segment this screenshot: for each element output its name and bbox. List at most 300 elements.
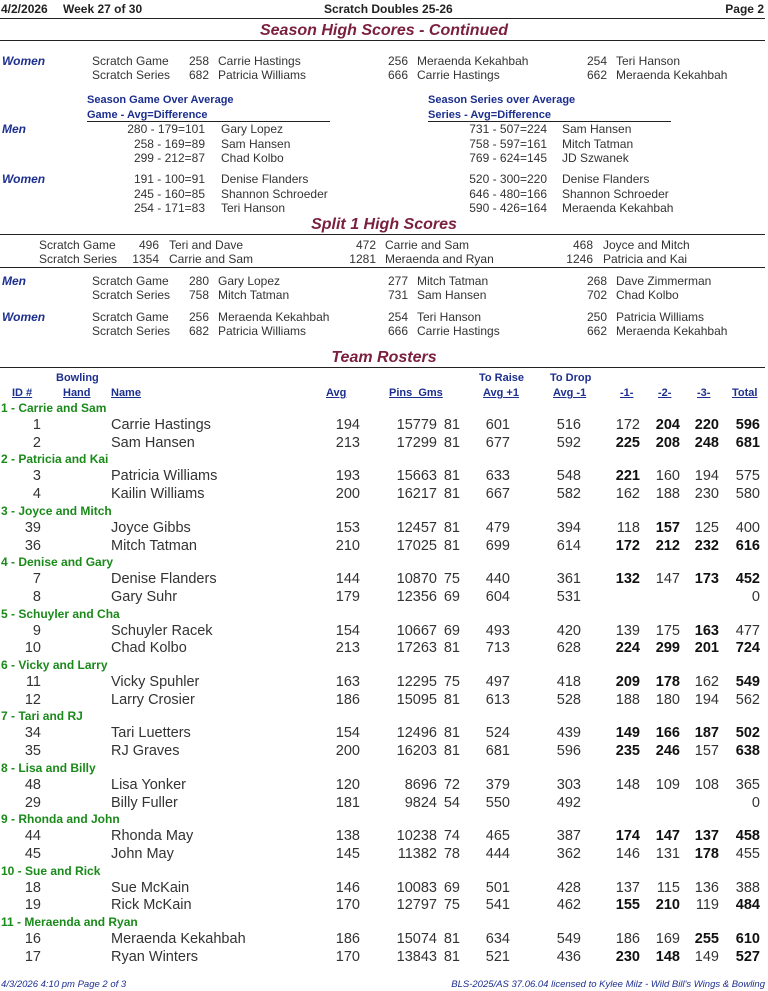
roster-gms: 72	[443, 776, 460, 793]
roster-g2: 147	[655, 571, 680, 588]
roster-gms: 81	[443, 725, 460, 742]
roster-row	[0, 486, 768, 504]
roster-total: 616	[735, 537, 760, 554]
team-header: 6 - Vicky and Larry	[1, 658, 108, 672]
roster-pins: 10238	[396, 828, 437, 845]
roster-avg: 170	[335, 948, 360, 965]
roster-avg: 179	[335, 588, 360, 605]
roster-raise: 479	[485, 519, 510, 536]
roster-name: Billy Fuller	[111, 794, 178, 811]
roster-avg: 200	[335, 486, 360, 503]
roster-pins: 13843	[396, 948, 437, 965]
split-men-series-label: Scratch Series	[92, 288, 171, 302]
roster-row	[0, 949, 768, 967]
roster-pins: 15095	[396, 691, 437, 708]
team-header: 2 - Patricia and Kai	[1, 452, 109, 467]
col-game-1: -1-	[620, 387, 634, 399]
roster-g1: 188	[615, 691, 640, 708]
roster-name: Schuyler Racek	[111, 622, 213, 639]
league-name: Scratch Doubles 25-26	[324, 2, 453, 16]
roster-total: 0	[751, 794, 760, 811]
roster-row	[0, 538, 768, 556]
split-women-series-score: 682	[188, 324, 209, 338]
season-women-game-name: Teri Hanson	[616, 54, 681, 68]
roster-raise: 444	[485, 845, 510, 862]
roster-pins: 10870	[396, 571, 437, 588]
roster-g3: 194	[694, 691, 719, 708]
split-women-series-name: Carrie Hastings	[417, 324, 500, 338]
col-drop-bottom: Avg -1	[553, 387, 587, 399]
split-women-game-score: 254	[387, 310, 408, 324]
game-over-avg-men-name: Gary Lopez	[221, 122, 284, 136]
roster-name: Larry Crosier	[111, 691, 195, 708]
split-women-game-name: Meraenda Kekahbah	[218, 310, 330, 324]
roster-gms: 78	[443, 845, 460, 862]
split-men-game-name: Mitch Tatman	[417, 274, 489, 288]
roster-g3: 194	[694, 468, 719, 485]
roster-g1: 148	[615, 776, 640, 793]
game-over-avg-men-calc: 280 - 179=101	[127, 122, 205, 136]
roster-name: Patricia Williams	[111, 468, 218, 485]
roster-raise: 550	[485, 794, 510, 811]
series-over-avg-women-name: Meraenda Kekahbah	[562, 201, 674, 215]
footer-license: BLS-2025/AS 37.06.04 licensed to Kylee Milz - Wild Bill's Wings & Bowling	[451, 979, 765, 990]
roster-avg: 120	[335, 776, 360, 793]
roster-id: 11	[25, 674, 41, 690]
roster-total: 596	[735, 417, 760, 433]
roster-id: 19	[24, 897, 41, 914]
season-high-rule	[0, 40, 765, 41]
roster-gms: 69	[443, 588, 460, 605]
season-women-series-score: 682	[188, 68, 209, 82]
roster-id: 17	[24, 948, 41, 965]
roster-gms: 75	[443, 674, 460, 690]
roster-row	[0, 743, 768, 761]
roster-avg: 154	[335, 622, 360, 639]
split-women-series-name: Patricia Williams	[218, 324, 307, 338]
roster-avg: 200	[335, 743, 360, 760]
game-over-avg-women-name: Shannon Schroeder	[221, 186, 328, 201]
roster-gms: 81	[443, 434, 460, 451]
split-team-series-name: Meraenda and Ryan	[385, 252, 494, 266]
roster-row	[0, 520, 768, 538]
roster-gms: 81	[443, 537, 460, 554]
roster-g1: 118	[616, 519, 640, 536]
roster-pins: 16203	[396, 743, 437, 760]
roster-total: 638	[735, 743, 760, 760]
roster-g1: 139	[615, 622, 640, 639]
roster-drop: 462	[556, 897, 581, 914]
roster-id: 44	[24, 828, 41, 845]
split-team-series-score: 1354	[132, 252, 159, 266]
over-avg-men-label: Men	[2, 122, 26, 136]
split-team-game-score: 468	[572, 238, 593, 252]
roster-avg: 210	[335, 537, 360, 554]
roster-g2: 246	[655, 743, 680, 760]
roster-raise: 497	[485, 674, 510, 690]
roster-drop: 436	[556, 948, 581, 965]
split-high-rule	[0, 234, 765, 235]
roster-g1: 137	[615, 879, 640, 896]
split-team-series-label: Scratch Series	[39, 252, 118, 266]
split-men-game-score: 268	[586, 274, 607, 288]
roster-name: John May	[111, 845, 174, 862]
split-team-series-score: 1246	[566, 252, 593, 266]
roster-g3: 136	[694, 879, 719, 896]
roster-g3: 255	[694, 931, 719, 947]
roster-g2: 204	[655, 417, 680, 433]
roster-raise: 493	[485, 622, 510, 639]
roster-raise: 681	[485, 743, 510, 760]
roster-g1: 149	[615, 725, 640, 742]
col-drop-top: To Drop	[550, 372, 592, 384]
game-over-avg-men-name: Sam Hansen	[221, 136, 291, 151]
roster-row	[0, 435, 768, 453]
season-women-game-score: 258	[188, 54, 209, 68]
roster-pins: 9824	[404, 794, 437, 811]
col-hand-bottom: Hand	[63, 387, 91, 399]
roster-name: Sam Hansen	[111, 434, 195, 451]
roster-g2: 299	[655, 640, 680, 657]
roster-total: 562	[735, 691, 760, 708]
series-over-avg-men-name: Mitch Tatman	[562, 136, 634, 151]
season-women-series-label: Scratch Series	[92, 68, 171, 82]
roster-drop: 418	[556, 674, 581, 690]
roster-row	[0, 417, 768, 435]
roster-g3: 232	[694, 537, 719, 554]
series-over-avg-men-name: Sam Hansen	[562, 122, 632, 136]
split-team-game-label: Scratch Game	[39, 238, 116, 252]
roster-avg: 170	[335, 897, 360, 914]
roster-drop: 303	[556, 776, 581, 793]
roster-row	[0, 795, 768, 813]
roster-g2: 169	[655, 931, 680, 947]
split-men-series-name: Sam Hansen	[417, 288, 487, 302]
week-label: Week 27 of 30	[63, 2, 143, 16]
col-id: ID #	[12, 387, 33, 399]
roster-raise: 524	[485, 725, 510, 742]
split-women-game-score: 256	[188, 310, 209, 324]
game-over-avg-men-name: Chad Kolbo	[221, 151, 284, 165]
roster-raise: 604	[485, 588, 510, 605]
split-team-game-score: 472	[355, 238, 376, 252]
roster-name: Mitch Tatman	[111, 537, 197, 554]
split-men-label: Men	[2, 274, 26, 288]
roster-row	[0, 623, 768, 641]
col-raise-top: To Raise	[479, 372, 525, 384]
roster-name: Rick McKain	[111, 897, 192, 914]
roster-row	[0, 725, 768, 743]
season-women-series-score: 666	[387, 68, 408, 82]
team-header: 11 - Meraenda and Ryan	[1, 915, 138, 929]
team-header: 9 - Rhonda and John	[1, 812, 120, 827]
roster-g2: 157	[655, 519, 680, 536]
roster-pins: 8696	[404, 776, 437, 793]
roster-total: 580	[735, 486, 760, 503]
roster-avg: 186	[335, 691, 360, 708]
season-women-game-score: 254	[586, 54, 607, 68]
season-women-label: Women	[2, 54, 46, 68]
roster-drop: 592	[556, 434, 581, 451]
roster-g2: 115	[656, 879, 680, 896]
season-women-game-name: Carrie Hastings	[218, 54, 301, 68]
roster-g2: 109	[655, 776, 680, 793]
roster-id: 29	[24, 794, 41, 811]
col-game-2: -2-	[658, 387, 672, 399]
roster-raise: 465	[485, 828, 510, 845]
roster-gms: 81	[443, 931, 460, 947]
roster-total: 458	[735, 828, 760, 845]
roster-g1: 172	[615, 417, 640, 433]
roster-g3: 119	[695, 897, 719, 914]
roster-id: 48	[24, 776, 41, 793]
roster-drop: 394	[556, 519, 581, 536]
roster-id: 3	[32, 468, 41, 485]
series-over-avg-women-calc: 520 - 300=220	[469, 172, 547, 186]
roster-name: Meraenda Kekahbah	[111, 931, 246, 947]
split-men-series-score: 702	[586, 288, 607, 302]
roster-pins: 15074	[396, 931, 437, 947]
roster-avg: 186	[335, 931, 360, 947]
split-women-series-score: 666	[387, 324, 408, 338]
roster-row	[0, 931, 768, 949]
roster-gms: 69	[443, 622, 460, 639]
roster-drop: 549	[556, 931, 581, 947]
roster-avg: 154	[335, 725, 360, 742]
roster-g3: 173	[694, 571, 719, 588]
roster-drop: 516	[556, 417, 581, 433]
roster-row	[0, 589, 768, 607]
roster-name: Joyce Gibbs	[111, 519, 191, 536]
roster-name: Lisa Yonker	[111, 776, 186, 793]
roster-drop: 420	[556, 622, 581, 639]
split-men-series-score: 758	[188, 288, 209, 302]
roster-g1: 221	[615, 468, 640, 485]
split-men-game-name: Dave Zimmerman	[616, 274, 712, 288]
roster-total: 549	[735, 674, 760, 690]
season-women-series-name: Meraenda Kekahbah	[616, 68, 728, 82]
header-rule	[0, 18, 765, 19]
split-men-series-score: 731	[387, 288, 408, 302]
roster-name: Tari Luetters	[111, 725, 191, 742]
split-team-series-score: 1281	[349, 252, 376, 266]
game-over-avg-women-calc: 254 - 171=83	[133, 201, 205, 215]
roster-g3: 162	[694, 674, 719, 690]
roster-name: Kailin Williams	[111, 486, 205, 503]
roster-pins: 17025	[396, 537, 437, 554]
roster-id: 36	[24, 537, 41, 554]
series-over-avg-women-name: Denise Flanders	[562, 172, 650, 186]
roster-g1: 230	[615, 948, 640, 965]
roster-pins: 10667	[396, 622, 437, 639]
roster-row	[0, 468, 768, 486]
roster-gms: 75	[443, 897, 460, 914]
roster-g3: 187	[694, 725, 719, 742]
game-over-avg-men-calc: 299 - 212=87	[133, 151, 205, 165]
split-women-game-label: Scratch Game	[92, 310, 169, 324]
roster-g1: 162	[615, 486, 640, 503]
series-over-avg-men-name: JD Szwanek	[562, 151, 629, 165]
roster-drop: 596	[556, 743, 581, 760]
roster-g2: 180	[655, 691, 680, 708]
col-raise-bottom: Avg +1	[483, 387, 519, 399]
split-women-series-score: 662	[586, 324, 607, 338]
roster-raise: 633	[485, 468, 510, 485]
roster-id: 45	[24, 845, 41, 862]
roster-pins: 12295	[396, 674, 437, 690]
col-avg: Avg	[326, 387, 347, 399]
split-men-series-name: Mitch Tatman	[218, 288, 290, 302]
roster-g1: 172	[615, 537, 640, 554]
footer-print-info: 4/3/2026 4:10 pm Page 2 of 3	[1, 979, 127, 990]
split-team-game-name: Carrie and Sam	[385, 238, 470, 252]
col-game-3: -3-	[697, 387, 711, 399]
roster-gms: 81	[443, 468, 460, 485]
col-pins-gms: Pins Gms	[389, 387, 443, 399]
roster-pins: 17263	[396, 640, 437, 657]
roster-pins: 15779	[396, 417, 437, 433]
roster-raise: 440	[485, 571, 510, 588]
season-women-series-name: Carrie Hastings	[417, 68, 500, 82]
roster-drop: 362	[556, 845, 581, 862]
roster-pins: 16217	[396, 486, 437, 503]
roster-total: 365	[735, 776, 760, 793]
roster-g2: 160	[655, 468, 680, 485]
series-over-avg-women-calc: 646 - 480=166	[469, 186, 547, 201]
roster-drop: 628	[556, 640, 581, 657]
split-team-game-name: Teri and Dave	[169, 238, 244, 252]
roster-total: 477	[735, 622, 760, 639]
series-over-avg-subtitle: Series - Avg=Difference	[428, 109, 551, 121]
season-high-title: Season High Scores - Continued	[259, 22, 509, 39]
roster-g1: 209	[615, 674, 640, 690]
roster-name: Carrie Hastings	[111, 417, 211, 433]
roster-raise: 601	[485, 417, 510, 433]
rosters-title: Team Rosters	[331, 349, 437, 366]
roster-raise: 677	[485, 434, 510, 451]
roster-total: 0	[751, 588, 760, 605]
split-women-game-score: 250	[586, 310, 607, 324]
series-over-avg-men-calc: 731 - 507=224	[469, 122, 547, 136]
roster-gms: 81	[443, 691, 460, 708]
roster-g2: 175	[655, 622, 680, 639]
roster-avg: 163	[335, 674, 360, 690]
game-over-avg-men-calc: 258 - 169=89	[133, 136, 205, 151]
roster-pins: 12356	[396, 588, 437, 605]
team-header: 4 - Denise and Gary	[1, 555, 114, 570]
roster-total: 484	[735, 897, 760, 914]
team-header: 1 - Carrie and Sam	[1, 401, 107, 415]
roster-g1: 186	[615, 931, 640, 947]
rosters-rule	[0, 367, 765, 368]
roster-gms: 81	[443, 519, 460, 536]
roster-id: 34	[24, 725, 41, 742]
roster-pins: 15663	[396, 468, 437, 485]
team-header: 5 - Schuyler and Cha	[1, 606, 120, 621]
team-header: 3 - Joyce and Mitch	[1, 503, 112, 518]
roster-avg: 213	[335, 434, 360, 451]
series-over-avg-title: Season Series over Average	[428, 94, 576, 106]
split-team-game-name: Joyce and Mitch	[603, 238, 690, 252]
roster-g3: 230	[694, 486, 719, 503]
roster-drop: 428	[556, 879, 581, 896]
roster-g3: 108	[694, 776, 719, 793]
roster-row	[0, 640, 768, 658]
roster-row	[0, 571, 768, 589]
season-women-game-name: Meraenda Kekahbah	[417, 54, 529, 68]
roster-g2: 148	[655, 948, 680, 965]
roster-id: 18	[24, 879, 41, 896]
roster-g3: 149	[694, 948, 719, 965]
series-over-avg-men-calc: 758 - 597=161	[469, 136, 547, 151]
col-name: Name	[111, 387, 141, 399]
roster-pins: 12797	[396, 897, 437, 914]
roster-gms: 81	[443, 417, 460, 433]
roster-drop: 439	[556, 725, 581, 742]
game-over-avg-women-name: Teri Hanson	[221, 201, 286, 215]
split-team-game-score: 496	[138, 238, 159, 252]
roster-raise: 521	[485, 948, 510, 965]
roster-pins: 11382	[397, 845, 437, 862]
roster-raise: 634	[485, 931, 510, 947]
roster-name: Vicky Spuhler	[111, 674, 200, 690]
roster-avg: 181	[335, 794, 360, 811]
page-label: Page 2	[725, 2, 764, 16]
roster-name: Chad Kolbo	[111, 640, 187, 657]
roster-id: 7	[32, 571, 41, 588]
roster-id: 39	[24, 519, 41, 536]
roster-gms: 75	[443, 571, 460, 588]
roster-g2: 147	[655, 828, 680, 845]
roster-drop: 548	[556, 468, 581, 485]
split-men-game-label: Scratch Game	[92, 274, 169, 288]
roster-row	[0, 777, 768, 795]
roster-pins: 10083	[396, 879, 437, 896]
roster-raise: 379	[485, 776, 510, 793]
roster-id: 8	[32, 588, 41, 605]
roster-id: 2	[32, 434, 41, 451]
roster-g1: 132	[615, 571, 640, 588]
roster-id: 35	[24, 743, 41, 760]
split-men-series-name: Chad Kolbo	[616, 288, 679, 302]
game-over-avg-women-calc: 191 - 100=91	[133, 172, 205, 186]
roster-gms: 81	[443, 948, 460, 965]
roster-g2: 210	[655, 897, 680, 914]
roster-avg: 144	[335, 571, 360, 588]
split-men-game-name: Gary Lopez	[218, 274, 281, 288]
roster-drop: 387	[556, 828, 581, 845]
report-date: 4/2/2026	[1, 2, 48, 16]
roster-g1: 146	[615, 845, 640, 862]
roster-g1: 235	[615, 743, 640, 760]
series-over-avg-men-calc: 769 - 624=145	[469, 151, 547, 165]
roster-name: Gary Suhr	[111, 588, 178, 605]
roster-raise: 667	[485, 486, 510, 503]
roster-g2: 188	[655, 486, 680, 503]
roster-row	[0, 897, 768, 915]
roster-g3: 137	[694, 828, 719, 845]
roster-g3: 201	[694, 640, 719, 657]
roster-total: 502	[735, 725, 760, 742]
game-over-avg-subtitle: Game - Avg=Difference	[87, 109, 208, 121]
roster-row	[0, 674, 768, 692]
roster-total: 388	[735, 879, 760, 896]
roster-g3: 125	[694, 519, 719, 536]
split-women-series-name: Meraenda Kekahbah	[616, 324, 728, 338]
roster-g1: 174	[615, 828, 640, 845]
roster-total: 400	[735, 519, 760, 536]
team-header: 10 - Sue and Rick	[1, 863, 101, 878]
